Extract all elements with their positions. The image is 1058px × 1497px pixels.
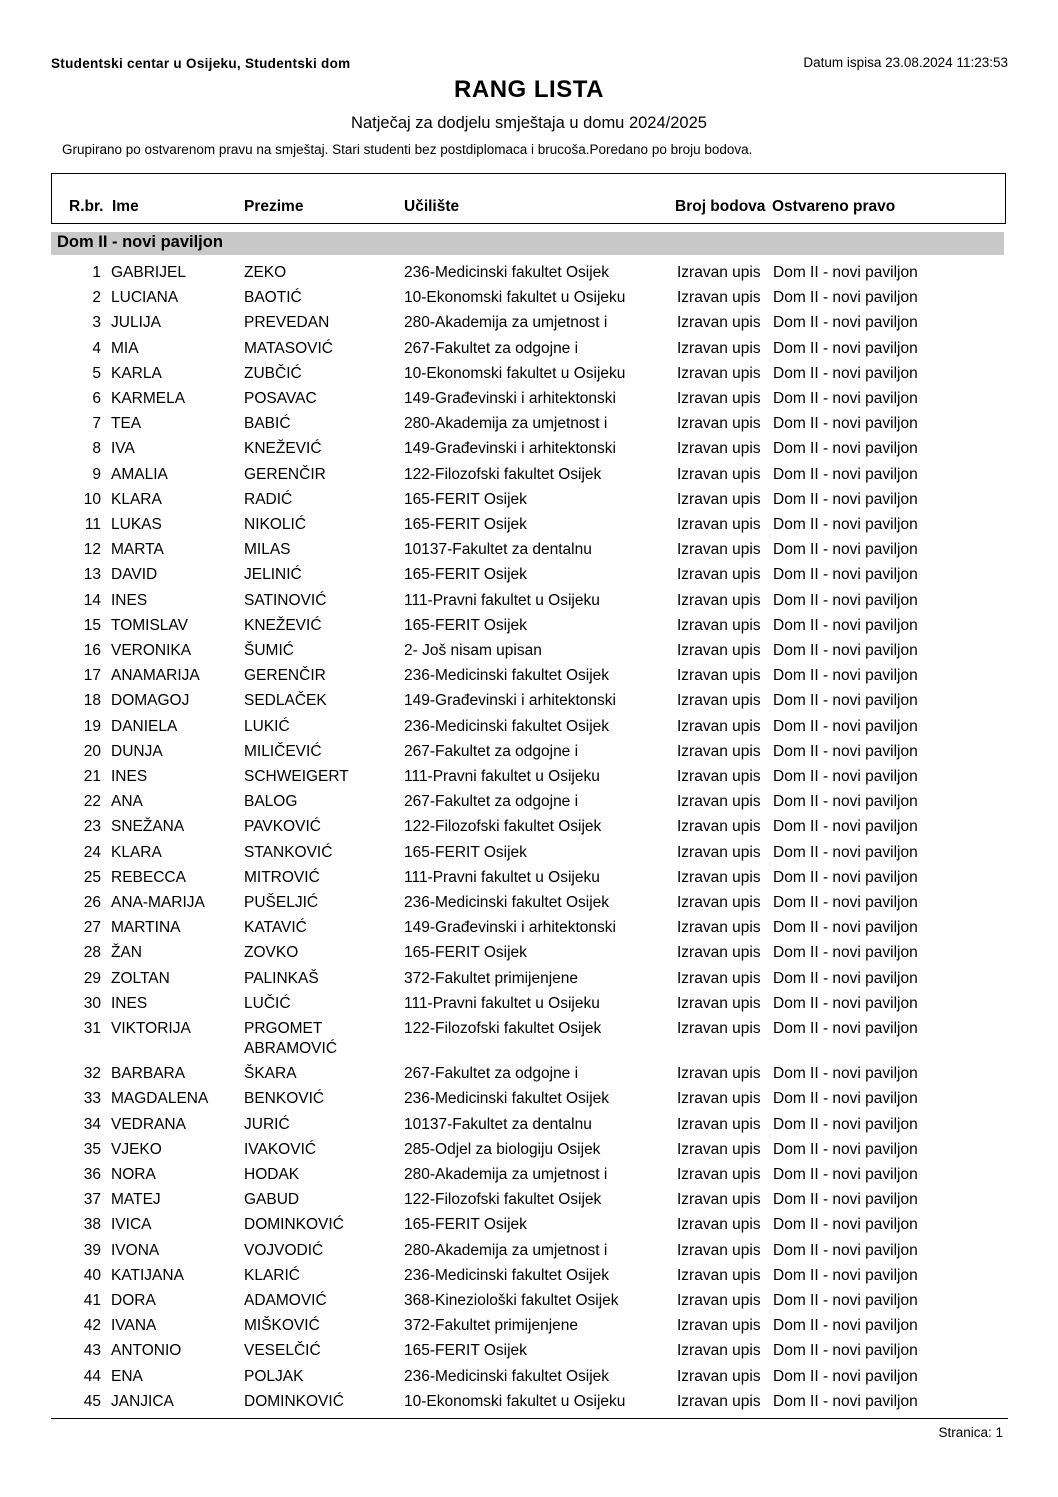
- cell-rbr: 7: [92, 415, 101, 433]
- cell-bodovi: Izravan upis: [677, 1342, 761, 1360]
- page-title: RANG LISTA: [454, 76, 604, 103]
- cell-bodovi: Izravan upis: [677, 1292, 761, 1309]
- cell-ime: BARBARA: [111, 1065, 186, 1083]
- cell-ime: TOMISLAV: [111, 616, 188, 634]
- cell-prezime: PREVEDAN: [244, 314, 330, 332]
- cell-rbr: 45: [83, 1392, 101, 1410]
- print-date: Datum ispisa 23.08.2024 11:23:53: [803, 55, 1008, 70]
- cell-pravo: Dom II - novi paviljon: [773, 742, 918, 760]
- cell-prezime: SATINOVIĆ: [244, 591, 327, 609]
- cell-uciliste: 280-Akademija za umjetnost i: [404, 415, 608, 433]
- cell-pravo: Dom II - novi paviljon: [773, 440, 918, 458]
- cell-uciliste: 149-Građevinski i arhitektonski: [404, 919, 616, 937]
- cell-rbr: 32: [83, 1065, 101, 1083]
- column-header-prezime: Prezime: [244, 198, 304, 215]
- cell-uciliste: 165-FERIT Osijek: [404, 944, 527, 962]
- cell-ime: DANIELA: [111, 717, 178, 735]
- cell-prezime: KNEŽEVIĆ: [244, 616, 322, 634]
- cell-rbr: 20: [83, 742, 101, 760]
- cell-ime: ŽAN: [111, 944, 142, 962]
- cell-pravo: Dom II - novi paviljon: [773, 667, 918, 685]
- cell-uciliste: 267-Fakultet za odgojne i: [404, 742, 579, 760]
- cell-uciliste: 165-FERIT Osijek: [404, 566, 527, 584]
- cell-bodovi: Izravan upis: [677, 768, 761, 785]
- cell-bodovi: Izravan upis: [677, 465, 761, 483]
- cell-ime: SNEŽANA: [111, 818, 185, 836]
- organization-name: Studentski centar u Osijeku, Studentski dom: [51, 56, 351, 71]
- cell-pravo: Dom II - novi paviljon: [773, 1317, 918, 1335]
- page-number: Stranica: 1: [938, 1425, 1003, 1440]
- cell-ime: INES: [111, 768, 148, 785]
- cell-rbr: 40: [83, 1266, 101, 1284]
- cell-ime: JULIJA: [111, 314, 161, 332]
- cell-prezime: GERENČIR: [244, 465, 326, 483]
- cell-uciliste: 267-Fakultet za odgojne i: [404, 1065, 579, 1083]
- cell-rbr: 3: [92, 314, 101, 332]
- cell-rbr: 38: [83, 1216, 101, 1234]
- cell-uciliste: 285-Odjel za biologiju Osijek: [404, 1140, 601, 1158]
- cell-ime: REBECCA: [111, 868, 186, 886]
- cell-rbr: 13: [83, 566, 101, 584]
- cell-pravo: Dom II - novi paviljon: [773, 541, 918, 559]
- cell-bodovi: Izravan upis: [677, 390, 761, 407]
- cell-pravo: Dom II - novi paviljon: [773, 415, 918, 433]
- cell-uciliste: 165-FERIT Osijek: [404, 843, 527, 861]
- cell-pravo: Dom II - novi paviljon: [773, 919, 918, 937]
- cell-prezime: MILIČEVIĆ: [244, 742, 322, 760]
- cell-rbr: 42: [83, 1317, 101, 1335]
- cell-bodovi: Izravan upis: [677, 818, 761, 836]
- cell-pravo: Dom II - novi paviljon: [773, 390, 918, 407]
- column-header-uciliste: Učilište: [404, 198, 460, 215]
- cell-rbr: 8: [92, 440, 101, 458]
- cell-bodovi: Izravan upis: [677, 1241, 761, 1259]
- cell-rbr: 21: [83, 768, 101, 785]
- cell-rbr: 27: [83, 919, 101, 937]
- cell-rbr: 16: [83, 642, 101, 659]
- cell-uciliste: 280-Akademija za umjetnost i: [404, 1166, 608, 1183]
- cell-prezime: NIKOLIĆ: [244, 516, 307, 533]
- cell-uciliste: 111-Pravni fakultet u Osijeku: [404, 768, 600, 785]
- cell-prezime: DOMINKOVIĆ: [244, 1216, 344, 1234]
- cell-bodovi: Izravan upis: [677, 1115, 761, 1133]
- cell-ime: KARLA: [111, 364, 162, 382]
- cell-ime: VERONIKA: [111, 642, 192, 659]
- cell-pravo: Dom II - novi paviljon: [773, 591, 918, 609]
- cell-uciliste: 165-FERIT Osijek: [404, 516, 527, 533]
- cell-prezime: BABIĆ: [244, 415, 291, 433]
- cell-bodovi: Izravan upis: [677, 516, 761, 533]
- group-title: Dom II - novi paviljon: [57, 233, 223, 251]
- cell-uciliste: 267-Fakultet za odgojne i: [404, 339, 579, 357]
- cell-uciliste: 165-FERIT Osijek: [404, 490, 527, 508]
- cell-prezime: KATAVIĆ: [244, 919, 307, 937]
- cell-rbr: 5: [92, 364, 101, 382]
- cell-rbr: 14: [83, 591, 101, 609]
- cell-bodovi: Izravan upis: [677, 868, 761, 886]
- cell-prezime: BENKOVIĆ: [244, 1090, 325, 1108]
- cell-prezime: PALINKAŠ: [244, 969, 319, 987]
- column-header-bodovi: Broj bodova: [675, 198, 766, 215]
- cell-prezime: LUKIĆ: [244, 717, 290, 735]
- column-header-pravo: Ostvareno pravo: [772, 198, 896, 215]
- cell-uciliste: 111-Pravni fakultet u Osijeku: [404, 994, 600, 1012]
- cell-bodovi: Izravan upis: [677, 1317, 761, 1335]
- cell-ime: AMALIA: [111, 465, 168, 483]
- cell-prezime: LUČIĆ: [244, 994, 291, 1012]
- cell-pravo: Dom II - novi paviljon: [773, 717, 918, 735]
- cell-pravo: Dom II - novi paviljon: [773, 1020, 918, 1037]
- cell-prezime: DOMINKOVIĆ: [244, 1392, 344, 1410]
- cell-uciliste: 236-Medicinski fakultet Osijek: [404, 667, 610, 685]
- cell-prezime: BAOTIĆ: [244, 289, 302, 307]
- cell-rbr: 35: [83, 1140, 101, 1158]
- cell-ime: ANTONIO: [111, 1342, 182, 1360]
- cell-pravo: Dom II - novi paviljon: [773, 793, 918, 811]
- cell-bodovi: Izravan upis: [677, 1392, 761, 1410]
- cell-pravo: Dom II - novi paviljon: [773, 1166, 918, 1183]
- cell-pravo: Dom II - novi paviljon: [773, 1140, 918, 1158]
- cell-bodovi: Izravan upis: [677, 566, 761, 584]
- cell-pravo: Dom II - novi paviljon: [773, 642, 918, 659]
- cell-prezime: POLJAK: [244, 1367, 304, 1385]
- cell-pravo: Dom II - novi paviljon: [773, 465, 918, 483]
- column-header-rbr: R.br.: [69, 198, 104, 215]
- cell-uciliste: 236-Medicinski fakultet Osijek: [404, 1367, 610, 1385]
- cell-pravo: Dom II - novi paviljon: [773, 994, 918, 1012]
- cell-ime: MARTINA: [111, 919, 181, 937]
- cell-bodovi: Izravan upis: [677, 944, 761, 962]
- cell-prezime: ADAMOVIĆ: [244, 1292, 327, 1309]
- cell-pravo: Dom II - novi paviljon: [773, 1115, 918, 1133]
- cell-rbr: 24: [83, 843, 101, 861]
- cell-prezime: KNEŽEVIĆ: [244, 440, 322, 458]
- cell-ime: ANAMARIJA: [111, 667, 200, 685]
- cell-rbr: 19: [83, 717, 101, 735]
- cell-pravo: Dom II - novi paviljon: [773, 843, 918, 861]
- cell-prezime: POSAVAC: [244, 390, 317, 407]
- cell-pravo: Dom II - novi paviljon: [773, 894, 918, 911]
- cell-prezime: MITROVIĆ: [244, 868, 320, 886]
- cell-prezime: JELINIĆ: [244, 566, 302, 584]
- cell-uciliste: 236-Medicinski fakultet Osijek: [404, 717, 610, 735]
- cell-rbr: 2: [92, 289, 101, 307]
- cell-bodovi: Izravan upis: [677, 339, 761, 357]
- cell-pravo: Dom II - novi paviljon: [773, 1090, 918, 1108]
- cell-uciliste: 122-Filozofski fakultet Osijek: [404, 465, 602, 483]
- cell-pravo: Dom II - novi paviljon: [773, 264, 918, 281]
- cell-rbr: 29: [83, 969, 101, 987]
- cell-uciliste: 10137-Fakultet za dentalnu: [404, 1115, 592, 1133]
- cell-uciliste: 236-Medicinski fakultet Osijek: [404, 894, 610, 911]
- cell-ime: MARTA: [111, 541, 164, 559]
- cell-prezime: ŠKARA: [244, 1065, 297, 1083]
- cell-pravo: Dom II - novi paviljon: [773, 1266, 918, 1284]
- cell-prezime: ZUBČIĆ: [244, 364, 302, 382]
- cell-prezime: ZEKO: [244, 264, 287, 281]
- cell-ime: KARMELA: [111, 390, 186, 407]
- cell-rbr: 9: [92, 465, 101, 483]
- cell-pravo: Dom II - novi paviljon: [773, 1292, 918, 1309]
- cell-prezime: KLARIĆ: [244, 1266, 300, 1284]
- cell-pravo: Dom II - novi paviljon: [773, 818, 918, 836]
- cell-bodovi: Izravan upis: [677, 919, 761, 937]
- cell-prezime: MIŠKOVIĆ: [244, 1317, 320, 1335]
- page-subtitle: Natječaj za dodjelu smještaja u domu 2024/2025: [351, 114, 707, 132]
- cell-rbr: 1: [92, 264, 101, 281]
- cell-pravo: Dom II - novi paviljon: [773, 868, 918, 886]
- cell-rbr: 25: [83, 868, 101, 886]
- cell-pravo: Dom II - novi paviljon: [773, 566, 918, 584]
- cell-bodovi: Izravan upis: [677, 969, 761, 987]
- cell-pravo: Dom II - novi paviljon: [773, 289, 918, 307]
- cell-prezime: PUŠELJIĆ: [244, 894, 319, 911]
- cell-ime: DAVID: [111, 566, 158, 584]
- cell-prezime: MATASOVIĆ: [244, 339, 333, 357]
- column-header-ime: Ime: [112, 198, 139, 215]
- cell-rbr: 31: [83, 1020, 101, 1037]
- cell-rbr: 4: [92, 339, 101, 357]
- cell-ime: DORA: [111, 1292, 156, 1309]
- cell-uciliste: 111-Pravni fakultet u Osijeku: [404, 591, 600, 609]
- cell-bodovi: Izravan upis: [677, 289, 761, 307]
- cell-prezime: STANKOVIĆ: [244, 843, 333, 861]
- cell-bodovi: Izravan upis: [677, 1216, 761, 1234]
- cell-bodovi: Izravan upis: [677, 667, 761, 685]
- cell-bodovi: Izravan upis: [677, 1166, 761, 1183]
- cell-uciliste: 372-Fakultet primijenjene: [404, 1317, 579, 1335]
- cell-bodovi: Izravan upis: [677, 591, 761, 609]
- cell-uciliste: 165-FERIT Osijek: [404, 1216, 527, 1234]
- cell-rbr: 15: [83, 616, 101, 634]
- cell-pravo: Dom II - novi paviljon: [773, 1241, 918, 1259]
- cell-bodovi: Izravan upis: [677, 1140, 761, 1158]
- cell-uciliste: 236-Medicinski fakultet Osijek: [404, 264, 610, 281]
- cell-uciliste: 267-Fakultet za odgojne i: [404, 793, 579, 811]
- cell-ime: LUCIANA: [111, 289, 179, 307]
- cell-ime: ZOLTAN: [111, 969, 170, 987]
- cell-bodovi: Izravan upis: [677, 490, 761, 508]
- cell-rbr: 39: [83, 1241, 101, 1259]
- cell-rbr: 44: [83, 1367, 101, 1385]
- cell-ime: IVICA: [111, 1216, 152, 1234]
- cell-prezime: ŠUMIĆ: [244, 642, 294, 659]
- cell-ime: MAGDALENA: [111, 1090, 209, 1108]
- cell-pravo: Dom II - novi paviljon: [773, 1367, 918, 1385]
- cell-uciliste: 10-Ekonomski fakultet u Osijeku: [404, 289, 626, 307]
- cell-bodovi: Izravan upis: [677, 616, 761, 634]
- cell-ime: MATEJ: [111, 1191, 161, 1209]
- cell-pravo: Dom II - novi paviljon: [773, 1216, 918, 1234]
- cell-ime: DUNJA: [111, 742, 163, 760]
- cell-rbr: 23: [83, 818, 101, 836]
- cell-ime: ANA-MARIJA: [111, 894, 205, 911]
- cell-bodovi: Izravan upis: [677, 1020, 761, 1037]
- cell-prezime: JURIĆ: [244, 1115, 290, 1133]
- cell-prezime: GERENČIR: [244, 667, 326, 685]
- cell-prezime: IVAKOVIĆ: [244, 1140, 317, 1158]
- cell-bodovi: Izravan upis: [677, 541, 761, 559]
- cell-rbr: 10: [83, 490, 101, 508]
- cell-pravo: Dom II - novi paviljon: [773, 490, 918, 508]
- cell-bodovi: Izravan upis: [677, 264, 761, 281]
- cell-rbr: 22: [83, 793, 101, 811]
- cell-prezime: MILAS: [244, 541, 291, 559]
- cell-uciliste: 2- Još nisam upisan: [404, 642, 542, 659]
- cell-rbr: 37: [83, 1191, 101, 1209]
- cell-ime: DOMAGOJ: [111, 692, 190, 710]
- cell-rbr: 26: [83, 894, 101, 911]
- cell-rbr: 6: [92, 390, 101, 407]
- cell-uciliste: 10137-Fakultet za dentalnu: [404, 541, 592, 559]
- cell-uciliste: 10-Ekonomski fakultet u Osijeku: [404, 1392, 626, 1410]
- cell-bodovi: Izravan upis: [677, 843, 761, 861]
- cell-uciliste: 149-Građevinski i arhitektonski: [404, 692, 616, 710]
- cell-uciliste: 111-Pravni fakultet u Osijeku: [404, 868, 600, 886]
- cell-rbr: 30: [83, 994, 101, 1012]
- cell-uciliste: 368-Kineziološki fakultet Osijek: [404, 1292, 619, 1309]
- cell-rbr: 28: [83, 944, 101, 962]
- cell-uciliste: 236-Medicinski fakultet Osijek: [404, 1090, 610, 1108]
- cell-bodovi: Izravan upis: [677, 1266, 761, 1284]
- cell-ime: GABRIJEL: [111, 264, 186, 281]
- cell-rbr: 34: [83, 1115, 101, 1133]
- cell-ime: MIA: [111, 339, 139, 357]
- cell-ime: ENA: [111, 1367, 143, 1385]
- cell-rbr: 17: [83, 667, 101, 685]
- cell-bodovi: Izravan upis: [677, 415, 761, 433]
- cell-uciliste: 10-Ekonomski fakultet u Osijeku: [404, 364, 626, 382]
- cell-bodovi: Izravan upis: [677, 717, 761, 735]
- cell-ime: IVANA: [111, 1317, 157, 1335]
- cell-rbr: 41: [83, 1292, 101, 1309]
- cell-bodovi: Izravan upis: [677, 894, 761, 911]
- cell-rbr: 11: [84, 516, 101, 533]
- cell-bodovi: Izravan upis: [677, 994, 761, 1012]
- cell-prezime: VESELČIĆ: [244, 1342, 321, 1360]
- cell-bodovi: Izravan upis: [677, 314, 761, 332]
- cell-bodovi: Izravan upis: [677, 1191, 761, 1209]
- cell-pravo: Dom II - novi paviljon: [773, 1342, 918, 1360]
- cell-pravo: Dom II - novi paviljon: [773, 692, 918, 710]
- cell-prezime: VOJVODIĆ: [244, 1241, 324, 1259]
- cell-uciliste: 165-FERIT Osijek: [404, 1342, 527, 1360]
- cell-prezime: HODAK: [244, 1166, 300, 1183]
- cell-prezime: GABUD: [244, 1191, 300, 1209]
- cell-rbr: 12: [83, 541, 101, 559]
- cell-ime: KLARA: [111, 843, 162, 861]
- cell-ime: LUKAS: [111, 516, 162, 533]
- cell-prezime: PAVKOVIĆ: [244, 818, 321, 836]
- cell-pravo: Dom II - novi paviljon: [773, 314, 918, 332]
- cell-ime: INES: [111, 994, 148, 1012]
- cell-ime: IVONA: [111, 1241, 160, 1259]
- cell-ime: JANJICA: [111, 1392, 174, 1410]
- cell-ime: KATIJANA: [111, 1266, 184, 1284]
- cell-uciliste: 122-Filozofski fakultet Osijek: [404, 1020, 602, 1037]
- cell-ime: NORA: [111, 1166, 156, 1183]
- cell-bodovi: Izravan upis: [677, 692, 761, 710]
- cell-bodovi: Izravan upis: [677, 1367, 761, 1385]
- cell-ime: KLARA: [111, 490, 162, 508]
- bottom-divider: [51, 1418, 1008, 1419]
- cell-ime: INES: [111, 591, 148, 609]
- cell-pravo: Dom II - novi paviljon: [773, 364, 918, 382]
- cell-uciliste: 236-Medicinski fakultet Osijek: [404, 1266, 610, 1284]
- cell-uciliste: 165-FERIT Osijek: [404, 616, 527, 634]
- cell-rbr: 36: [83, 1166, 101, 1183]
- cell-bodovi: Izravan upis: [677, 1090, 761, 1108]
- cell-bodovi: Izravan upis: [677, 742, 761, 760]
- cell-bodovi: Izravan upis: [677, 642, 761, 659]
- cell-bodovi: Izravan upis: [677, 364, 761, 382]
- cell-prezime: BALOG: [244, 793, 298, 811]
- cell-prezime: SEDLAČEK: [244, 692, 327, 710]
- cell-rbr: 18: [83, 692, 101, 710]
- cell-uciliste: 280-Akademija za umjetnost i: [404, 1241, 608, 1259]
- cell-uciliste: 122-Filozofski fakultet Osijek: [404, 1191, 602, 1209]
- cell-uciliste: 149-Građevinski i arhitektonski: [404, 390, 616, 407]
- cell-bodovi: Izravan upis: [677, 793, 761, 811]
- cell-bodovi: Izravan upis: [677, 1065, 761, 1083]
- cell-pravo: Dom II - novi paviljon: [773, 1191, 918, 1209]
- cell-ime: VJEKO: [111, 1140, 162, 1158]
- cell-ime: VIKTORIJA: [111, 1020, 191, 1037]
- cell-pravo: Dom II - novi paviljon: [773, 768, 918, 785]
- cell-rbr: 33: [83, 1090, 101, 1108]
- cell-ime: IVA: [111, 440, 135, 458]
- cell-bodovi: Izravan upis: [677, 440, 761, 458]
- cell-prezime: ZOVKO: [244, 944, 299, 962]
- cell-ime: VEDRANA: [111, 1115, 186, 1133]
- cell-uciliste: 122-Filozofski fakultet Osijek: [404, 818, 602, 836]
- cell-pravo: Dom II - novi paviljon: [773, 516, 918, 533]
- cell-ime: TEA: [111, 415, 142, 433]
- cell-uciliste: 149-Građevinski i arhitektonski: [404, 440, 616, 458]
- cell-pravo: Dom II - novi paviljon: [773, 1065, 918, 1083]
- cell-uciliste: 280-Akademija za umjetnost i: [404, 314, 608, 332]
- cell-pravo: Dom II - novi paviljon: [773, 944, 918, 962]
- cell-prezime: RADIĆ: [244, 490, 293, 508]
- cell-ime: ANA: [111, 793, 143, 811]
- cell-prezime: PRGOMET ABRAMOVIĆ: [244, 1020, 338, 1057]
- cell-pravo: Dom II - novi paviljon: [773, 1392, 918, 1410]
- cell-prezime: SCHWEIGERT: [244, 768, 349, 785]
- grouping-note: Grupirano po ostvarenom pravu na smještaj. Stari studenti bez postdiplomaca i brucoša.Poredano po broju bodova.: [62, 142, 753, 157]
- cell-pravo: Dom II - novi paviljon: [773, 969, 918, 987]
- cell-pravo: Dom II - novi paviljon: [773, 616, 918, 634]
- cell-uciliste: 372-Fakultet primijenjene: [404, 969, 579, 987]
- cell-rbr: 43: [83, 1342, 101, 1360]
- cell-pravo: Dom II - novi paviljon: [773, 339, 918, 357]
